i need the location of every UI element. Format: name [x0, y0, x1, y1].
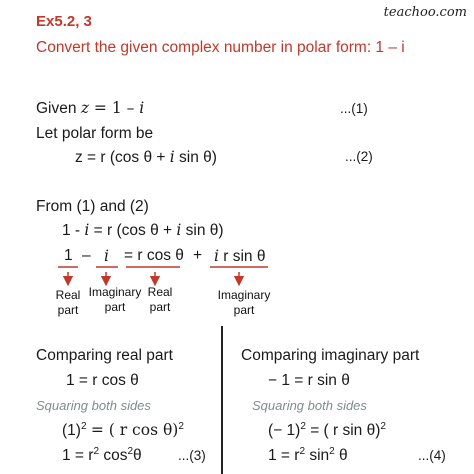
polar-i: i: [169, 148, 175, 166]
label-imag-1-b: part: [104, 300, 126, 314]
label-imag-2-b: part: [233, 303, 255, 317]
label-real-2-b: part: [149, 300, 171, 314]
given-label: Given: [36, 100, 81, 117]
ref-4: ...(4): [418, 448, 446, 463]
column-divider: [221, 326, 223, 474]
left-sq-exp2: 2: [178, 421, 184, 432]
label-imag-1-a: Imaginary: [88, 285, 142, 299]
right-squared: [268, 421, 386, 440]
label-real-1-a: Real: [55, 288, 81, 302]
right-squaring: Squaring both sides: [252, 398, 367, 413]
polar-formula-a: z = r (cos θ +: [75, 149, 170, 166]
split-minus: –: [82, 247, 91, 264]
label-imag-2: [213, 288, 275, 318]
right-sq-a: (− 1): [268, 422, 301, 440]
left-eq1: 1 = r cos θ: [66, 372, 139, 389]
left-res-exp2: 2: [127, 446, 134, 457]
left-sq-a: (1): [62, 422, 81, 440]
label-real-2-a: Real: [147, 285, 173, 299]
right-res-exp2: 2: [329, 446, 335, 457]
polar-intro: Let polar form be: [36, 125, 154, 142]
left-result: [62, 446, 142, 465]
combined-a: 1 -: [62, 222, 85, 239]
left-sq-exp1: 2: [80, 421, 87, 432]
label-real-1-b: part: [57, 303, 79, 317]
left-heading: Comparing real part: [36, 347, 173, 364]
split-one: 1: [64, 247, 73, 264]
exercise-title: Ex5.2, 3: [36, 13, 92, 30]
left-squared: [62, 421, 184, 440]
right-sq-b: = ( r sin θ): [310, 422, 381, 440]
combined-i: i: [84, 221, 90, 239]
ref-2: ...(2): [345, 149, 373, 164]
split-i2: i: [214, 247, 219, 265]
given-z: z: [80, 99, 89, 117]
left-res-a: 1 = r: [62, 447, 94, 465]
right-sq-exp1: 2: [300, 421, 306, 432]
left-squaring: Squaring both sides: [36, 398, 151, 413]
combined-c: sin θ): [181, 222, 224, 239]
right-heading: Comparing imaginary part: [241, 347, 420, 364]
problem-statement: Convert the given complex number in polar form: 1 – i: [36, 39, 405, 56]
split-rsin: r sin θ: [218, 248, 266, 265]
right-res-b: sin: [309, 447, 330, 465]
right-res-a: 1 = r: [268, 447, 300, 465]
ref-3: ...(3): [178, 448, 206, 463]
label-imag-2-a: Imaginary: [217, 288, 271, 302]
split-i: i: [104, 247, 109, 265]
right-res-c: θ: [334, 447, 348, 465]
left-sq-b: = ( r cos θ): [90, 421, 179, 440]
given-i: i: [139, 99, 145, 117]
label-real-2: [138, 285, 182, 315]
ref-1: ...(1): [340, 101, 368, 116]
label-imag-1: [84, 285, 146, 315]
split-plus: +: [193, 247, 203, 264]
brand-logo: teachoo.com: [383, 5, 467, 20]
polar-formula-b: sin θ): [174, 149, 217, 166]
left-res-exp1: 2: [93, 446, 100, 457]
right-res-exp1: 2: [299, 446, 306, 457]
right-result: [268, 446, 348, 465]
left-res-c: θ: [133, 447, 142, 465]
split-real: = r cos θ: [124, 247, 184, 264]
given-eq: = 1 –: [88, 99, 140, 117]
left-res-b: cos: [103, 447, 128, 465]
right-eq1: − 1 = r sin θ: [268, 372, 350, 389]
combined-i2: i: [176, 221, 182, 239]
combined-b: = r (cos θ +: [89, 222, 177, 239]
right-sq-exp2: 2: [380, 421, 386, 432]
from-line: From (1) and (2): [36, 198, 149, 215]
